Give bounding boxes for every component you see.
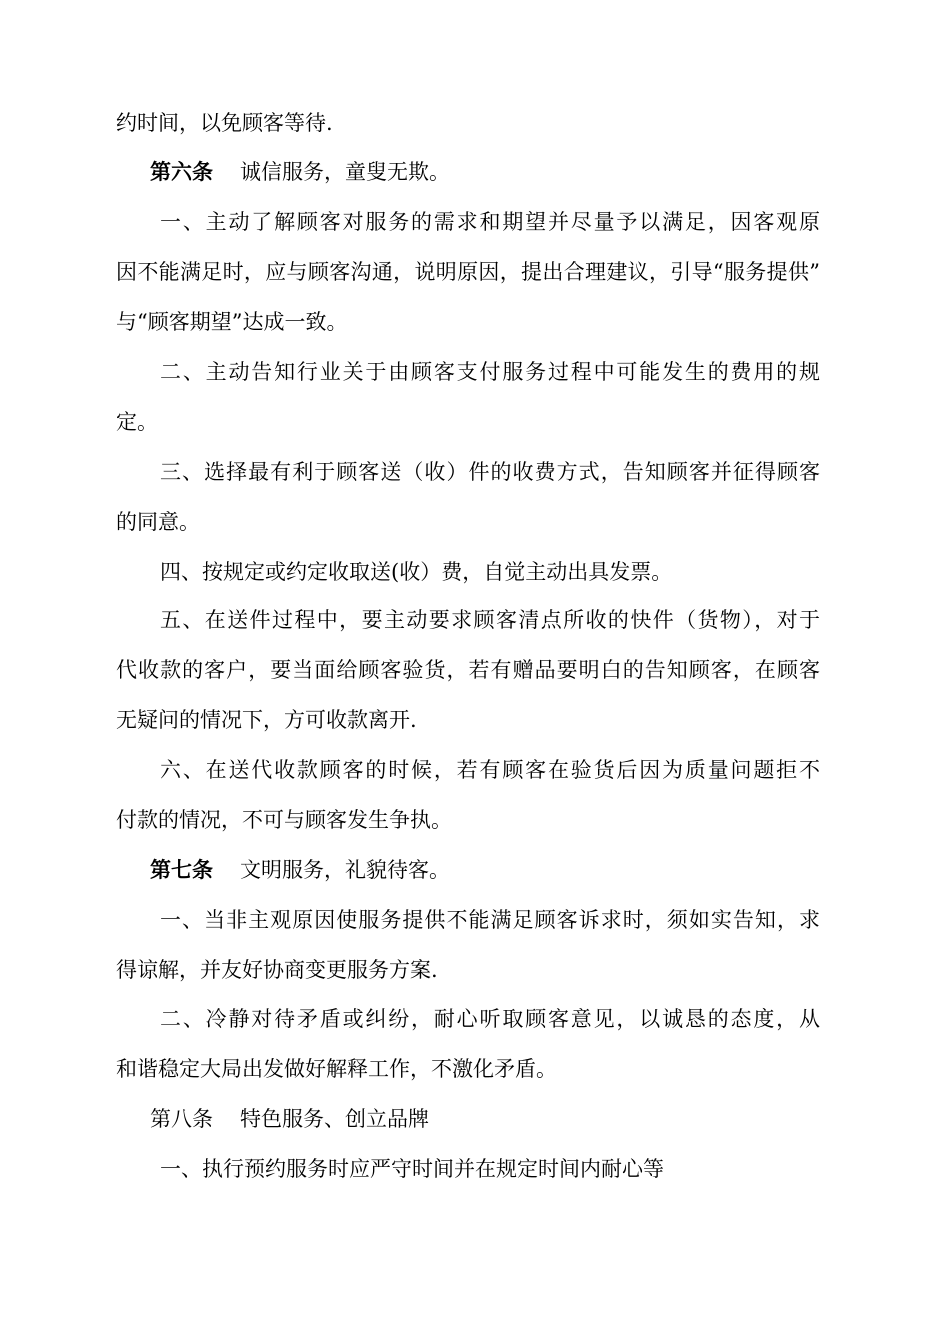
text-line: 六、在送代收款顾客的时候，若有顾客在验货后因为质量问题拒不 [160, 758, 820, 782]
article-title: 诚信服务，童叟无欺。 [240, 160, 450, 184]
text-line: 四、按规定或约定收取送(收）费，自觉主动出具发票。 [160, 560, 673, 584]
text-line: 因不能满足时，应与顾客沟通，说明原因，提出合理建议，引导“服务提供” [116, 260, 820, 284]
text-line: 一、当非主观原因使服务提供不能满足顾客诉求时，须如实告知，求 [160, 908, 820, 932]
text-line: 得谅解，并友好协商变更服务方案. [116, 958, 438, 982]
article-8-heading [150, 1106, 870, 1132]
article-7-heading [150, 857, 870, 883]
text-line: 的同意。 [116, 510, 200, 534]
article-title: 文明服务，礼貌待客。 [240, 858, 450, 882]
text-line: 代收款的客户，要当面给顾客验货，若有赠品要明白的告知顾客，在顾客 [116, 658, 820, 682]
text-line: 一、执行预约服务时应严守时间并在规定时间内耐心等 [160, 1157, 664, 1181]
text-line: 二、冷静对待矛盾或纠纷，耐心听取顾客意见，以诚恳的态度，从 [160, 1007, 820, 1031]
article-number: 第六条 [150, 159, 213, 184]
text-line: 三、选择最有利于顾客送（收）件的收费方式，告知顾客并征得顾客 [160, 460, 820, 484]
article-number: 第七条 [150, 857, 213, 882]
text-line: 无疑问的情况下，方可收款离开. [116, 708, 417, 732]
text-line: 和谐稳定大局出发做好解释工作，不激化矛盾。 [116, 1057, 557, 1081]
text-line: 与“顾客期望”达成一致。 [116, 310, 348, 334]
text-line: 付款的情况，不可与顾客发生争执。 [116, 808, 452, 832]
article-number: 第八条 [150, 1107, 213, 1131]
text-line: 一、主动了解顾客对服务的需求和期望并尽量予以满足，因客观原 [160, 210, 820, 234]
text-line: 五、在送件过程中，要主动要求顾客清点所收的快件（货物），对于 [160, 608, 820, 632]
text-line: 二、主动告知行业关于由顾客支付服务过程中可能发生的费用的规 [160, 360, 820, 384]
article-6-heading [150, 159, 870, 185]
article-title: 特色服务、创立品牌 [240, 1107, 429, 1131]
text-line: 约时间，以免顾客等待. [116, 111, 333, 135]
text-line: 定。 [116, 410, 158, 434]
